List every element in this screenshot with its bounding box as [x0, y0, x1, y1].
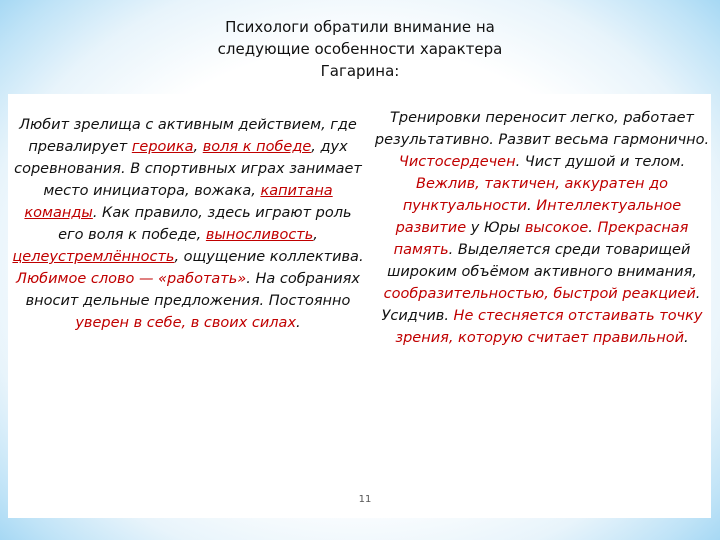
- text-segment: .: [588, 220, 598, 236]
- highlight-quick-reaction: сообразительностью, быстрой реакцией: [383, 286, 696, 302]
- text-segment: . Выделяется среди товарищей широким объёмом активного внимания,: [387, 242, 697, 280]
- title-line-1: Психологи обратили внимание на: [225, 18, 495, 36]
- text-segment: .: [527, 198, 537, 214]
- page-number: 11: [358, 494, 372, 505]
- highlight-sincere: Чистосердечен: [398, 154, 516, 170]
- text-segment: . На собраниях вносит дельные предложения. Постоянно: [25, 271, 360, 309]
- text-segment: . Усидчив.: [381, 286, 701, 324]
- highlight-will-to-win: воля к победе: [202, 139, 312, 155]
- highlight-heroism: героика: [131, 139, 194, 155]
- text-segment: . Как правило, здесь играют роль его воля к победе,: [58, 205, 352, 243]
- text-segment: .: [296, 315, 301, 331]
- right-column-text: [372, 107, 712, 349]
- text-segment: Тренировки переносит легко, работает результативно. Развит весьма гармонично.: [374, 110, 710, 148]
- text-segment: ,: [193, 139, 203, 155]
- highlight-purposefulness: целеустремлённость: [12, 249, 175, 265]
- title-line-2: следующие особенности характера: [217, 40, 503, 58]
- text-segment: ,: [313, 227, 318, 243]
- highlight-memory: Прекрасная память: [393, 220, 689, 258]
- text-segment: Любит зрелища с активным действием, где превалирует: [19, 117, 357, 155]
- text-segment: .: [684, 330, 689, 346]
- highlight-favorite-word: Любимое слово — «работать»: [16, 271, 247, 287]
- text-segment: у Юры: [466, 220, 525, 236]
- left-column-text: [12, 114, 364, 334]
- text-segment: . Чист душой и телом.: [515, 154, 686, 170]
- title-line-3: Гагарина:: [320, 62, 400, 80]
- highlight-intellectual-development: Интеллектуальное развитие: [395, 198, 682, 236]
- highlight-defends-opinion: Не стесняется отстаивать точку зрения, которую считает правильной: [395, 308, 703, 346]
- highlight-team-captain: капитана команды: [24, 183, 333, 221]
- highlight-endurance: выносливость: [205, 227, 314, 243]
- highlight-polite: Вежлив, тактичен, аккуратен до пунктуальности: [402, 176, 668, 214]
- text-segment: , ощущение коллектива.: [174, 249, 364, 265]
- highlight-self-confidence: уверен в себе, в своих силах: [75, 315, 297, 331]
- text-segment: , дух соревнования. В спортивных играх занимает место инициатора, вожака,: [14, 139, 362, 199]
- highlight-high: высокое: [524, 220, 589, 236]
- slide-title: [130, 16, 590, 82]
